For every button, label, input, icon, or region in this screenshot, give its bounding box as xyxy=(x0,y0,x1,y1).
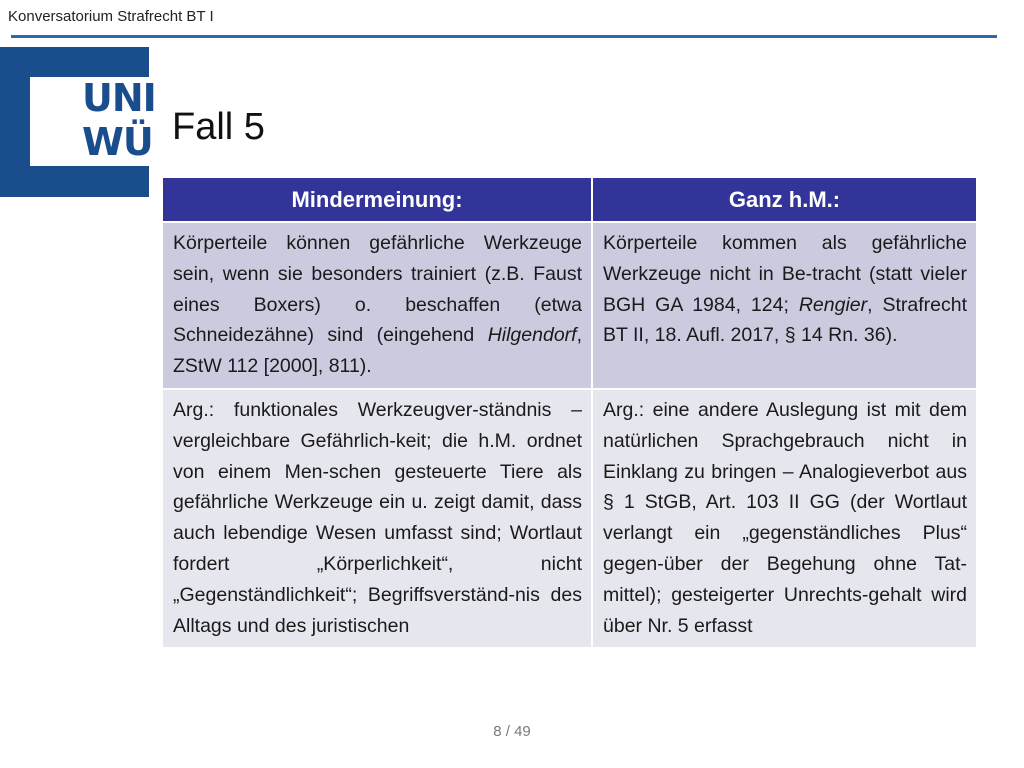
header-majority-opinion: Ganz h.M.: xyxy=(592,177,977,222)
logo-line-2: WÜ xyxy=(82,120,153,164)
header-divider xyxy=(11,35,997,38)
author-citation: Hilgendorf xyxy=(487,324,577,347)
cell-majority-position xyxy=(592,222,977,389)
text-segment: , ZStW 112 [2000], 811). xyxy=(173,324,582,378)
text-segment: Körperteile können gefährliche Werkzeuge sein, wenn sie besonders trainiert (z.B. Faust eines Boxers) o. beschaffen (etwa Schneidezähne) sind (eingehend xyxy=(173,232,582,347)
text-segment: Körperteile kommen als gefährliche Werkzeuge nicht in Be-tracht (statt vieler BGH GA 1984, 124; xyxy=(603,232,967,316)
table-header-row xyxy=(162,177,977,222)
text-segment: , Strafrecht BT II, 18. Aufl. 2017, § 14 Rn. 36). xyxy=(603,293,968,347)
author-citation: Rengier xyxy=(798,293,868,316)
comparison-table xyxy=(161,176,978,649)
cell-minority-argument: Arg.: funktionales Werkzeugver-ständnis – vergleichbare Gefährlich-keit; die h.M. ordnet von einem Men-schen gesteuerte Tiere als gefährliche Werkzeuge ein u. zeigt damit, dass auch lebendige Wesen umfasst sind; Wortlaut fordert „Körperlichkeit“, nicht „Gegenständlichkeit“; Begriffsverständ-nis des Alltags und des juristischen xyxy=(162,389,592,648)
cell-majority-argument: Arg.: eine andere Auslegung ist mit dem natürlichen Sprachgebrauch nicht in Einklang zu bringen – Analogieverbot aus § 1 StGB, Art. 103 II GG (der Wortlaut verlangt ein „gegenständliches Plus“ gegen-über der Begehung ohne Tat-mittel); gesteigerter Unrechts-gehalt wird über Nr. 5 erfasst xyxy=(592,389,977,648)
logo-line-1: UNI xyxy=(82,76,156,120)
header-minority-opinion: Mindermeinung: xyxy=(162,177,592,222)
presentation-title: Konversatorium Strafrecht BT I xyxy=(8,8,214,25)
slide-title: Fall 5 xyxy=(172,106,265,148)
page-number: 8 / 49 xyxy=(493,723,531,740)
logo-text xyxy=(82,76,156,164)
table-row xyxy=(162,389,977,648)
table-row xyxy=(162,222,977,389)
cell-minority-position xyxy=(162,222,592,389)
